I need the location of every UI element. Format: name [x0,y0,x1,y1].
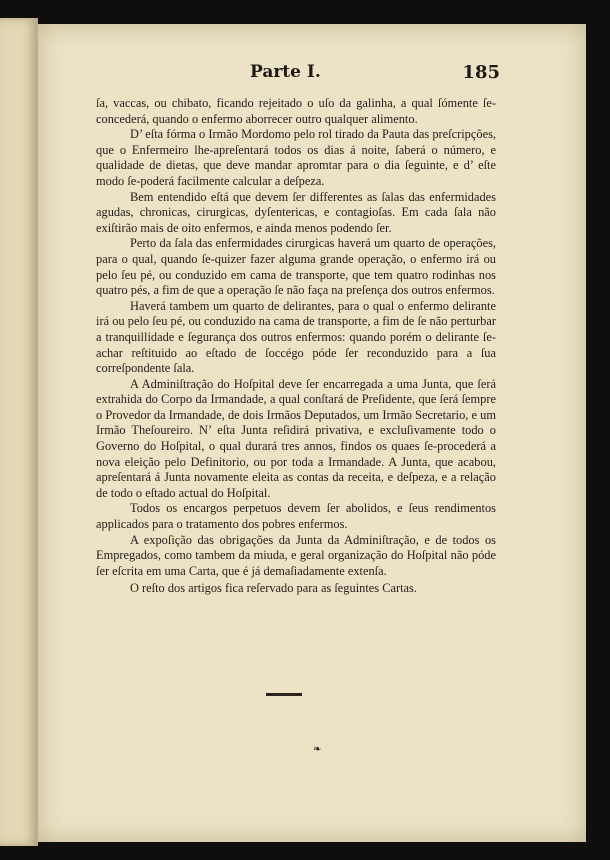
page-number: 185 [462,62,500,83]
running-title: Parte I. [250,62,321,82]
paragraph: Bem entendido eſtá que devem ſer differentes as ſalas das enfermidades agudas, chronicas, cirurgicas, dyſentericas, e contagioſas. Em cada ſala não exiſtirão mais de oito enfermos, e ainda menos podendo ſer. [96,189,496,235]
paragraph: D’ eſta fórma o Irmão Mordomo pelo rol tirado da Pauta das preſcripções, que o Enfermeiro lhe-apreſentará todos os dias á noite, ſaberá o número, e qualidade de dietas, que deve mandar apromtar para o dia ſeguinte, e d’ eſte modo ſe-poderá facilmente calcular a deſpeza. [96,127,496,188]
paragraph: O reſto dos artigos fica reſervado para as ſeguintes Cartas. [130,581,417,596]
paragraph: Perto da ſala das enfermidades cirurgicas haverá um quarto de operações, para o qual, quando ſe-quizer fazer alguma grande operação, o enfermo irá ou pelo ſeu pé, ou conduzido em cama de transporte, que tem quatro rodinhas nos quatro pés, a fim de que a operação ſe não faça na preſença dos outros enfermos. [96,236,496,298]
paragraph: A expoſição das obrigações da Junta da Adminiſtração, e de todos os Empregados, como tambem da miuda, e geral organização do Hoſpital não póde ſer eſcrita em uma Carta, que é já demaſiadamente extenſa. [96,532,496,578]
running-header [60,62,500,88]
printer-mark: ❧ [313,744,322,755]
section-rule [266,693,302,696]
paragraph: ſa, vaccas, ou chibato, ficando rejeitado o uſo da galinha, a qual ſómente ſe-concederá, quando o enfermo aborrecer outro qualquer alimento. [96,96,496,126]
facing-page-edge [0,18,38,846]
paragraph: Todos os encargos perpetuos devem ſer abolidos, e ſeus rendimentos applicados para o tratamento dos pobres enfermos. [96,501,496,532]
page-body [96,96,496,597]
paragraph: A Adminiſtração do Hoſpital deve ſer encarregada a uma Junta, que ſerá extrahida do Corpo da Irmandade, a qual conſtará de Preſidente, que ſerá ſempre o Provedor da Irmandade, de dois Irmãos Deputados, um Irmão Secretario, e um Irmão Theſoureiro. N’ eſta Junta reſidirá privativa, e excluſivamente todo o Governo do Hoſpital, o qual durará tres annos, findos os quaes ſe-procederá a nova eleição pelo Definitorio, ou por toda a Irmandade. A Junta, que acabou, apreſentará á Junta novamente eleita as contas da receita, e deſpeza, e a relação de todo o eſtado actual do Hoſpital. [96,376,496,500]
paragraph: Haverá tambem um quarto de delirantes, para o qual o enfermo delirante irá ou pelo ſeu pé, ou conduzido na cama de transporte, a fim de ſe não perturbar a tranquillidade e ſegurança dos outros enfermos: quando porém o delirante ſe-achar reſtituido ao eſtado de ſoccégo póde ſer reconduzido para a ſua correſpondente ſala. [96,298,496,376]
